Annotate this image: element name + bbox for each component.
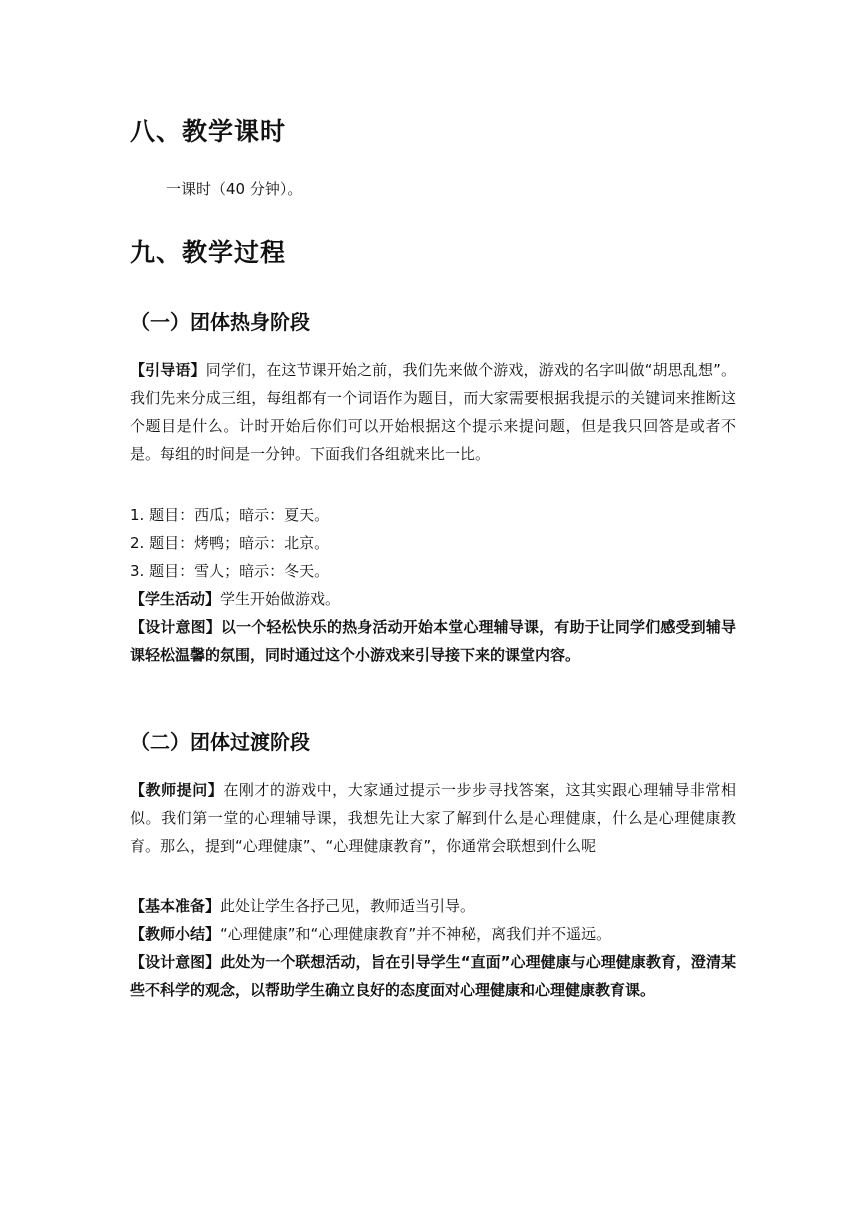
part-2-design-paragraph xyxy=(130,948,736,1004)
question-tag: 【教师提问】 xyxy=(130,781,224,799)
design-tag: 【设计意图】 xyxy=(130,618,221,636)
basic-prep-line xyxy=(130,892,475,920)
student-activity-line xyxy=(130,585,340,613)
design-tag: 【设计意图】 xyxy=(130,953,221,971)
list-item: 2. 题目：烤鸭；暗示：北京。 xyxy=(130,534,330,552)
prep-text: 此处让学生各抒己见，教师适当引导。 xyxy=(220,897,476,915)
intro-text: 同学们，在这节课开始之前，我们先来做个游戏，游戏的名字叫做“胡思乱想”。我们先来分成三组，每组都有一个词语作为题目，而大家需要根据我提示的关键词来推断这个题目是什么。计时开始后你们可以开始根据这个提示来提问题，但是我只回答是或者不是。每组的时间是一分钟。下面我们各组就来比一比。 xyxy=(130,361,736,463)
question-text: 在刚才的游戏中，大家通过提示一步步寻找答案，这其实跟心理辅导非常相似。我们第一堂的心理辅导课，我想先让大家了解到什么是心理健康，什么是心理健康教育。那么，提到“心理健康”、“心理健康教育”，你通常会联想到什么呢 xyxy=(130,781,736,855)
list-item: 3. 题目：雪人；暗示：冬天。 xyxy=(130,562,330,580)
teacher-summary-line xyxy=(130,920,611,948)
design-text: 以一个轻松快乐的热身活动开始本堂心理辅导课，有助于让同学们感受到辅导课轻松温馨的氛围，同时通过这个小游戏来引导接下来的课堂内容。 xyxy=(130,618,736,664)
part-1-intro-paragraph xyxy=(130,356,736,468)
part-1-heading: （一）团体热身阶段 xyxy=(130,310,310,334)
part-1-design-paragraph xyxy=(130,613,736,669)
part-2-heading: （二）团体过渡阶段 xyxy=(130,730,310,754)
section-8-heading: 八、教学课时 xyxy=(130,117,287,146)
prep-tag: 【基本准备】 xyxy=(130,897,221,915)
section-8-content: 一课时（40 分钟）。 xyxy=(166,180,303,198)
section-9-heading: 九、教学过程 xyxy=(130,238,287,267)
activity-text: 学生开始做游戏。 xyxy=(220,590,341,608)
part-2-question-paragraph xyxy=(130,776,736,860)
design-text: 此处为一个联想活动，旨在引导学生“直面”心理健康与心理健康教育，澄清某些不科学的观念，以帮助学生确立良好的态度面对心理健康和心理健康教育课。 xyxy=(130,953,736,999)
activity-tag: 【学生活动】 xyxy=(130,590,221,608)
intro-tag: 【引导语】 xyxy=(130,361,206,379)
list-item: 1. 题目：西瓜；暗示：夏天。 xyxy=(130,506,330,524)
summary-tag: 【教师小结】 xyxy=(130,925,221,943)
summary-text: “心理健康”和“心理健康教育”并不神秘，离我们并不遥远。 xyxy=(220,925,612,943)
